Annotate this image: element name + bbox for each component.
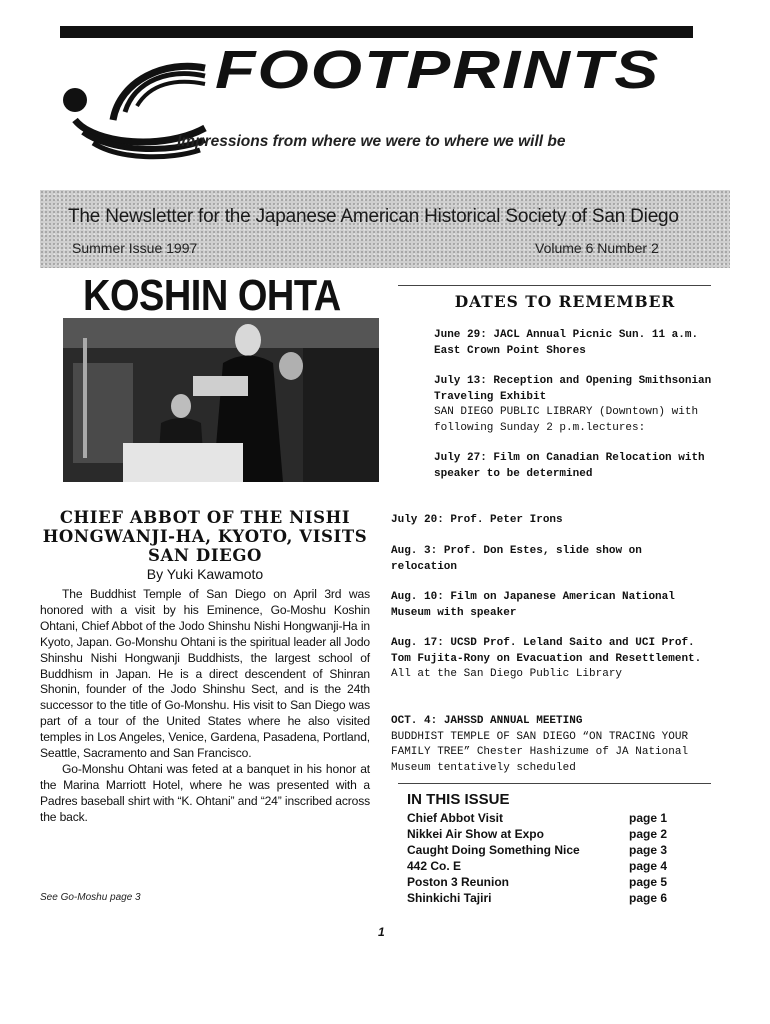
article-paragraph: Go-Monshu Ohtani was feted at a banquet in his honor at the Marina Marriott Hotel, where he was presented with a Padres baseball shirt with “K. Ohtani” and “24” inscribed across the back. <box>40 761 370 824</box>
toc-page: page 1 <box>629 811 668 825</box>
toc-page: page 3 <box>629 842 668 857</box>
toc-title: Poston 3 Reunion <box>407 874 509 889</box>
issue-label: Summer Issue 1997 <box>72 240 198 256</box>
event-text: Reception and Opening Smithsonian Traveling Exhibit <box>434 375 712 403</box>
event-text: JAHSSD ANNUAL MEETING <box>437 715 583 727</box>
event-date: July 27: <box>434 452 487 464</box>
event-text: JACL Annual Picnic Sun. 11 a.m. East Crown Point Shores <box>434 329 699 357</box>
dates-heading: DATES TO REMEMBER <box>454 292 676 311</box>
event-date: Aug. 10: <box>391 591 444 603</box>
event-text: Prof. Don Estes, slide show on relocation <box>391 545 642 573</box>
article-body <box>40 587 370 826</box>
toc-title: 442 Co. E <box>407 858 462 873</box>
event-note: SAN DIEGO PUBLIC LIBRARY (Downtown) with following Sunday 2 p.m.lectures: <box>434 406 699 434</box>
event-item <box>391 590 709 621</box>
event-item <box>391 544 709 575</box>
toc-title: Caught Doing Something Nice <box>407 842 580 857</box>
event-text: Film on Canadian Relocation with speaker to be determined <box>434 452 705 480</box>
event-date: June 29: <box>434 329 487 341</box>
toc-title: Nikkei Air Show at Expo <box>407 826 544 841</box>
newsletter-title: FOOTPRINTS <box>215 38 661 100</box>
in-this-issue-heading: IN THIS ISSUE <box>407 791 510 808</box>
event-date: Aug. 17: <box>391 637 444 649</box>
event-item <box>391 714 709 776</box>
event-date: July 20: <box>391 514 444 526</box>
event-item <box>434 451 714 482</box>
event-text: Prof. Peter Irons <box>443 514 563 526</box>
divider <box>398 783 711 784</box>
article-photo <box>63 268 379 482</box>
event-date: OCT. 4: <box>391 715 438 727</box>
toc-item <box>407 843 707 859</box>
event-item <box>391 636 709 683</box>
event-item <box>391 513 709 529</box>
toc-page: page 4 <box>629 858 668 873</box>
article-headline: CHIEF ABBOT OF THE NISHI HONGWANJI-HA, KYOTO, VISITS SAN DIEGO <box>42 508 368 565</box>
toc-page: page 2 <box>629 826 668 841</box>
divider <box>398 285 711 286</box>
event-text: UCSD Prof. Leland Saito and UCI Prof. Tom Fujita-Rony on Evacuation and Resettlement. <box>391 637 702 665</box>
event-text: Film on Japanese American National Museum with speaker <box>391 591 675 619</box>
article-byline: By Yuki Kawamoto <box>146 566 264 582</box>
newsletter-banner <box>40 190 730 268</box>
toc-item <box>407 811 707 827</box>
page-number: 1 <box>378 925 385 939</box>
event-date: Aug. 3: <box>391 545 438 557</box>
toc-title: Chief Abbot Visit <box>407 811 503 825</box>
event-item <box>434 374 714 436</box>
event-note: All at the San Diego Public Library <box>391 668 623 680</box>
toc-page: page 6 <box>629 890 668 905</box>
toc-item <box>407 875 707 891</box>
toc-item <box>407 859 707 875</box>
event-item <box>434 328 714 359</box>
toc-item <box>407 827 707 843</box>
banner-title: The Newsletter for the Japanese American Historical Society of San Diego <box>68 206 679 227</box>
photo-sign-text: KOSHIN OHTA <box>83 272 341 321</box>
article-paragraph: The Buddhist Temple of San Diego on April 3rd was honored with a visit by his Eminence, Go-Moshu Koshin Ohtani, Chief Abbot of the Jodo Shinshu Nishi Hongwanji-Ha in Kyoto, Japan. Go-Monshu Ohtani is the spiritual leader all Jodo Shinshu Nishi Hongwanji Buddhists, the largest school of Buddhism in Japan. He is a direct descendent of Shinran Shonin, founder of the Jodo Shinshu Sect, and is the 24th successor to the title of Go-Monshu. His visit to San Diego was part of a tour of the United States where he also visited temples in Los Angeles, Venice, Gardena, Pasadena, Portland, Seattle, Sacramento and San Francisco. <box>40 587 370 761</box>
toc-page: page 5 <box>629 874 668 889</box>
tagline: Impressions from where we were to where we will be <box>177 133 566 150</box>
masthead-top-rule <box>60 26 693 38</box>
event-date: July 13: <box>434 375 487 387</box>
volume-label: Volume 6 Number 2 <box>535 240 659 256</box>
event-note: BUDDHIST TEMPLE OF SAN DIEGO “ON TRACING YOUR FAMILY TREE” Chester Hashizume of JA National Museum tentatively scheduled <box>391 730 689 774</box>
toc-title: Shinkichi Tajiri <box>407 890 492 905</box>
toc-item <box>407 891 707 907</box>
continued-reference: See Go-Moshu page 3 <box>40 892 141 903</box>
table-of-contents <box>407 811 707 906</box>
